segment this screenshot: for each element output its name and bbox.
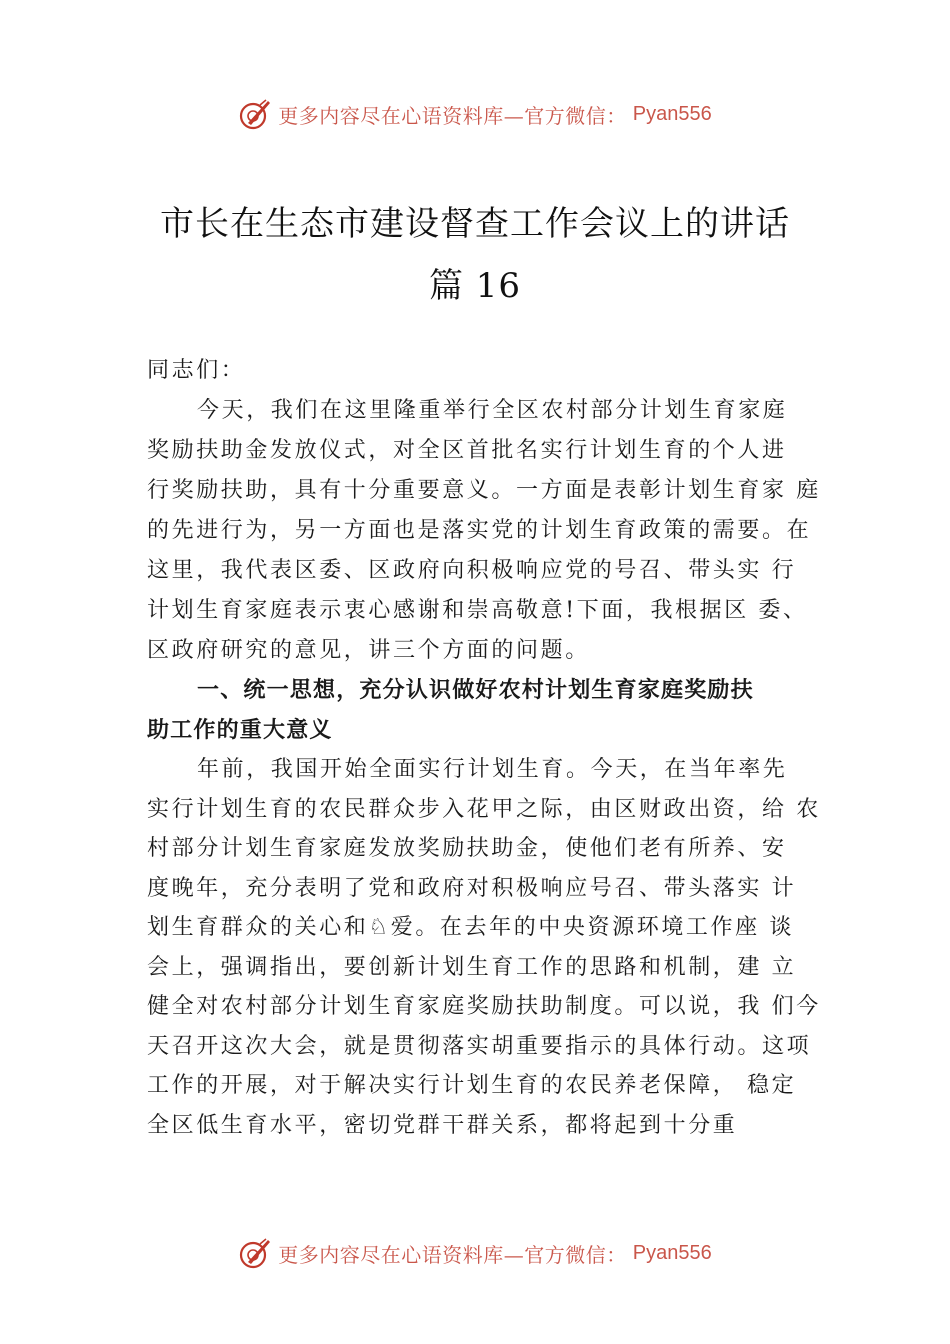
paragraph-line: 会上，强调指出，要创新计划生育工作的思路和机制，建 立 <box>147 955 797 980</box>
page-title: 市长在生态市建设督查工作会议上的讲话 <box>160 204 790 244</box>
header-watermark <box>0 94 950 134</box>
paragraph-line: 计划生育家庭表示衷心感谢和崇高敬意!下面，我根据区 委、 <box>147 598 808 623</box>
paragraph-line: 划生育群众的关心和♘爱。在去年的中央资源环境工作座 谈 <box>147 915 794 940</box>
paragraph-line: 健全对农村部分计划生育家庭奖励扶助制度。可以说，我 们今 <box>147 994 821 1019</box>
paragraph-line: 村部分计划生育家庭发放奖励扶助金，使他们老有所养、安 <box>147 836 787 861</box>
paragraph-line: 今天，我们在这里隆重举行全区农村部分计划生育家庭 <box>197 398 788 423</box>
paragraph-line: 实行计划生育的农民群众步入花甲之际，由区财政出资，给 农 <box>147 797 821 822</box>
paragraph-line: 度晚年，充分表明了党和政府对积极响应号召、带头落实 计 <box>147 876 797 901</box>
section-heading: 一、统一思想，充分认识做好农村计划生育家庭奖励扶 <box>197 678 754 703</box>
watermark-handle: Pyan556 <box>632 1241 712 1264</box>
paragraph-line: 工作的开展，对于解决实行计划生育的农民养老保障， 稳定 <box>147 1073 797 1098</box>
paragraph-line: 这里，我代表区委、区政府向积极响应党的号召、带头实 行 <box>147 558 797 583</box>
paragraph-line: 天召开这次大会，就是贯彻落实胡重要指示的具体行动。这项 <box>147 1034 812 1059</box>
quill-seal-icon <box>238 97 272 131</box>
paragraph-line: 行奖励扶助，具有十分重要意义。一方面是表彰计划生育家 庭 <box>147 478 821 503</box>
watermark-handle: Pyan556 <box>632 102 712 125</box>
paragraph-line: 奖励扶助金发放仪式，对全区首批名实行计划生育的个人进 <box>147 438 787 463</box>
salutation: 同志们： <box>147 358 246 383</box>
paragraph-line: 全区低生育水平，密切党群干群关系，都将起到十分重 <box>147 1113 738 1138</box>
section-heading: 助工作的重大意义 <box>147 718 333 743</box>
paragraph-line: 区政府研究的意见，讲三个方面的问题。 <box>147 638 590 663</box>
quill-seal-icon <box>238 1236 272 1270</box>
paragraph-line: 的先进行为，另一方面也是落实党的计划生育政策的需要。在 <box>147 518 812 543</box>
watermark-text: 更多内容尽在心语资料库—官方微信： <box>278 1242 627 1267</box>
paragraph-line: 年前，我国开始全面实行计划生育。今天，在当年率先 <box>197 757 788 782</box>
page-title-subtitle: 篇 16 <box>428 266 522 306</box>
footer-watermark <box>0 1233 950 1273</box>
watermark-text: 更多内容尽在心语资料库—官方微信： <box>278 103 627 128</box>
